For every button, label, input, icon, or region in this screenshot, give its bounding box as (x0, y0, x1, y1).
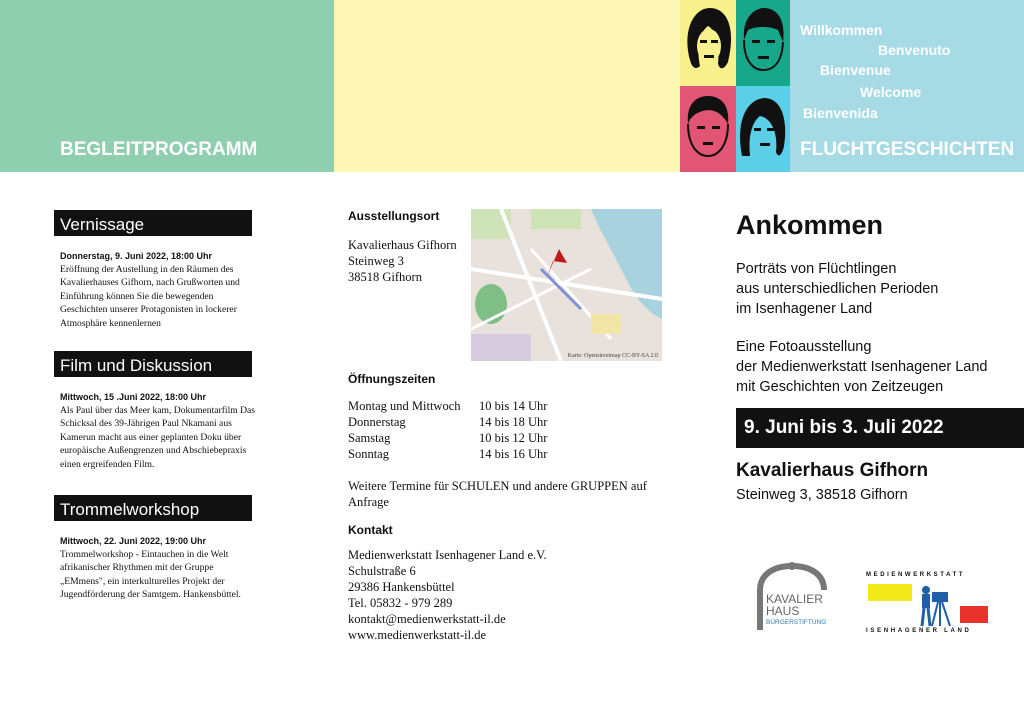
greeting-bienvenue: Bienvenue (820, 62, 891, 78)
hours-time: 10 bis 12 Uhr (479, 431, 548, 445)
kavalierhaus-line1: KAVALIER (766, 592, 823, 606)
hours-row (348, 430, 608, 446)
cover-desc1: Eine Fotoausstellung (736, 339, 872, 355)
contact-phone[interactable]: Tel. 05832 - 979 289 (348, 596, 453, 610)
contact-street: Schulstraße 6 (348, 564, 416, 578)
map-credit: Karte: Openstreetmap CC-BY-SA 2.0 (567, 353, 658, 359)
cover-dates: 9. Juni bis 3. Juli 2022 (736, 408, 1024, 448)
cover-address: Steinweg 3, 38518 Gifhorn (736, 487, 908, 503)
contact-email[interactable]: kontakt@medienwerkstatt-il.de (348, 612, 506, 626)
vernissage-text: Eröffnung der Austellung in den Räumen des Kavalierhauses Gifhorn, nach Grußworten und Einführung können Sie die bewegenden Geschichten unserer Protagonisten in lockerer Atmosphäre kennenlernen (60, 264, 240, 329)
venue-line2: Steinweg 3 (348, 254, 404, 268)
contact-heading: Kontakt (348, 523, 393, 537)
cover-title: Ankommen (736, 210, 884, 240)
hours-day: Montag und Mittwoch (348, 399, 461, 413)
cover-sub3: im Isenhagener Land (736, 301, 873, 317)
banner-yellow-panel (334, 0, 680, 172)
cover-sub1: Porträts von Flüchtlingen (736, 261, 897, 277)
medienwerkstatt-logo (866, 572, 992, 638)
face-portrait-cyan (736, 86, 790, 172)
hours-day: Sonntag (348, 447, 389, 461)
hours-day: Donnerstag (348, 415, 406, 429)
film-text: Als Paul über das Meer kam, Dokumentarfilm Das Schicksal des 39-Jährigen Paul Nkamani aus Kamerun macht aus einer geplanten Doku über europäische Außengrenzen und Abschiebepraxis einen ergreifenden Film. (60, 405, 256, 470)
hours-note: Weitere Termine für SCHULEN und andere GRUPPEN auf Anfrage (348, 479, 647, 509)
hours-row (348, 398, 608, 414)
hours-row (348, 446, 608, 462)
medienwerkstatt-top-text: MEDIENWERKSTATT (866, 572, 966, 578)
hours-day: Samstag (348, 431, 391, 445)
greeting-bienvenida: Bienvenida (803, 105, 878, 121)
vernissage-heading: Vernissage (54, 210, 252, 236)
greeting-welcome: Welcome (860, 84, 922, 100)
cover-place: Kavalierhaus Gifhorn (736, 460, 929, 481)
medienwerkstatt-bottom-text: ISENHAGENER LAND (866, 628, 972, 634)
hours-table (348, 398, 608, 462)
vernissage-date: Donnerstag, 9. Juni 2022, 18:00 Uhr (60, 251, 213, 261)
contact-website[interactable]: www.medienwerkstatt-il.de (348, 628, 487, 642)
hours-row (348, 414, 608, 430)
kavalierhaus-logo (752, 560, 832, 636)
venue-line1: Kavalierhaus Gifhorn (348, 238, 457, 252)
mw-yellow-block (868, 584, 912, 601)
kavalierhaus-line3: BÜRGERSTIFTUNG (766, 619, 827, 626)
banner-right-title: FLUCHTGESCHICHTEN (800, 139, 1015, 160)
cover-desc2: der Medienwerkstatt Isenhagener Land (736, 359, 988, 375)
hours-heading: Öffnungszeiten (348, 372, 436, 386)
venue-line3: 38518 Gifhorn (348, 270, 422, 284)
greeting-benvenuto: Benvenuto (878, 42, 951, 58)
hours-time: 10 bis 14 Uhr (479, 399, 548, 413)
cover-sub2: aus unterschiedlichen Perioden (736, 281, 939, 297)
trommel-date: Mittwoch, 22. Juni 2022, 19:00 Uhr (60, 536, 207, 546)
camera-operator-icon (918, 582, 958, 628)
trommel-text: Trommelworkshop - Eintauchen in die Welt afrikanischer Rhythmen mit der Gruppe „EMmens", ein interkulturelles Projekt der Jugendförderung der Samtgem. Hankensbüttel. (60, 549, 241, 601)
contact-org: Medienwerkstatt Isenhagener Land e.V. (348, 548, 547, 562)
contact-city: 29386 Hankensbüttel (348, 580, 455, 594)
greeting-willkommen: Willkommen (800, 22, 883, 38)
cover-desc3: mit Geschichten von Zeitzeugen (736, 379, 944, 395)
location-map[interactable] (471, 209, 662, 361)
film-heading: Film und Diskussion (54, 351, 252, 377)
face-portrait-teal (736, 0, 790, 86)
kavalierhaus-line2: HAUS (766, 604, 800, 618)
face-portrait-yellow (680, 0, 736, 86)
mw-red-block (960, 606, 988, 623)
hours-time: 14 bis 18 Uhr (479, 415, 548, 429)
hours-time: 14 bis 16 Uhr (479, 447, 548, 461)
venue-heading: Ausstellungsort (348, 209, 440, 223)
trommel-heading: Trommelworkshop (54, 495, 252, 521)
banner-left-title: BEGLEITPROGRAMM (60, 139, 258, 160)
face-portrait-pink (680, 86, 736, 172)
film-date: Mittwoch, 15 .Juni 2022, 18:00 Uhr (60, 392, 207, 402)
